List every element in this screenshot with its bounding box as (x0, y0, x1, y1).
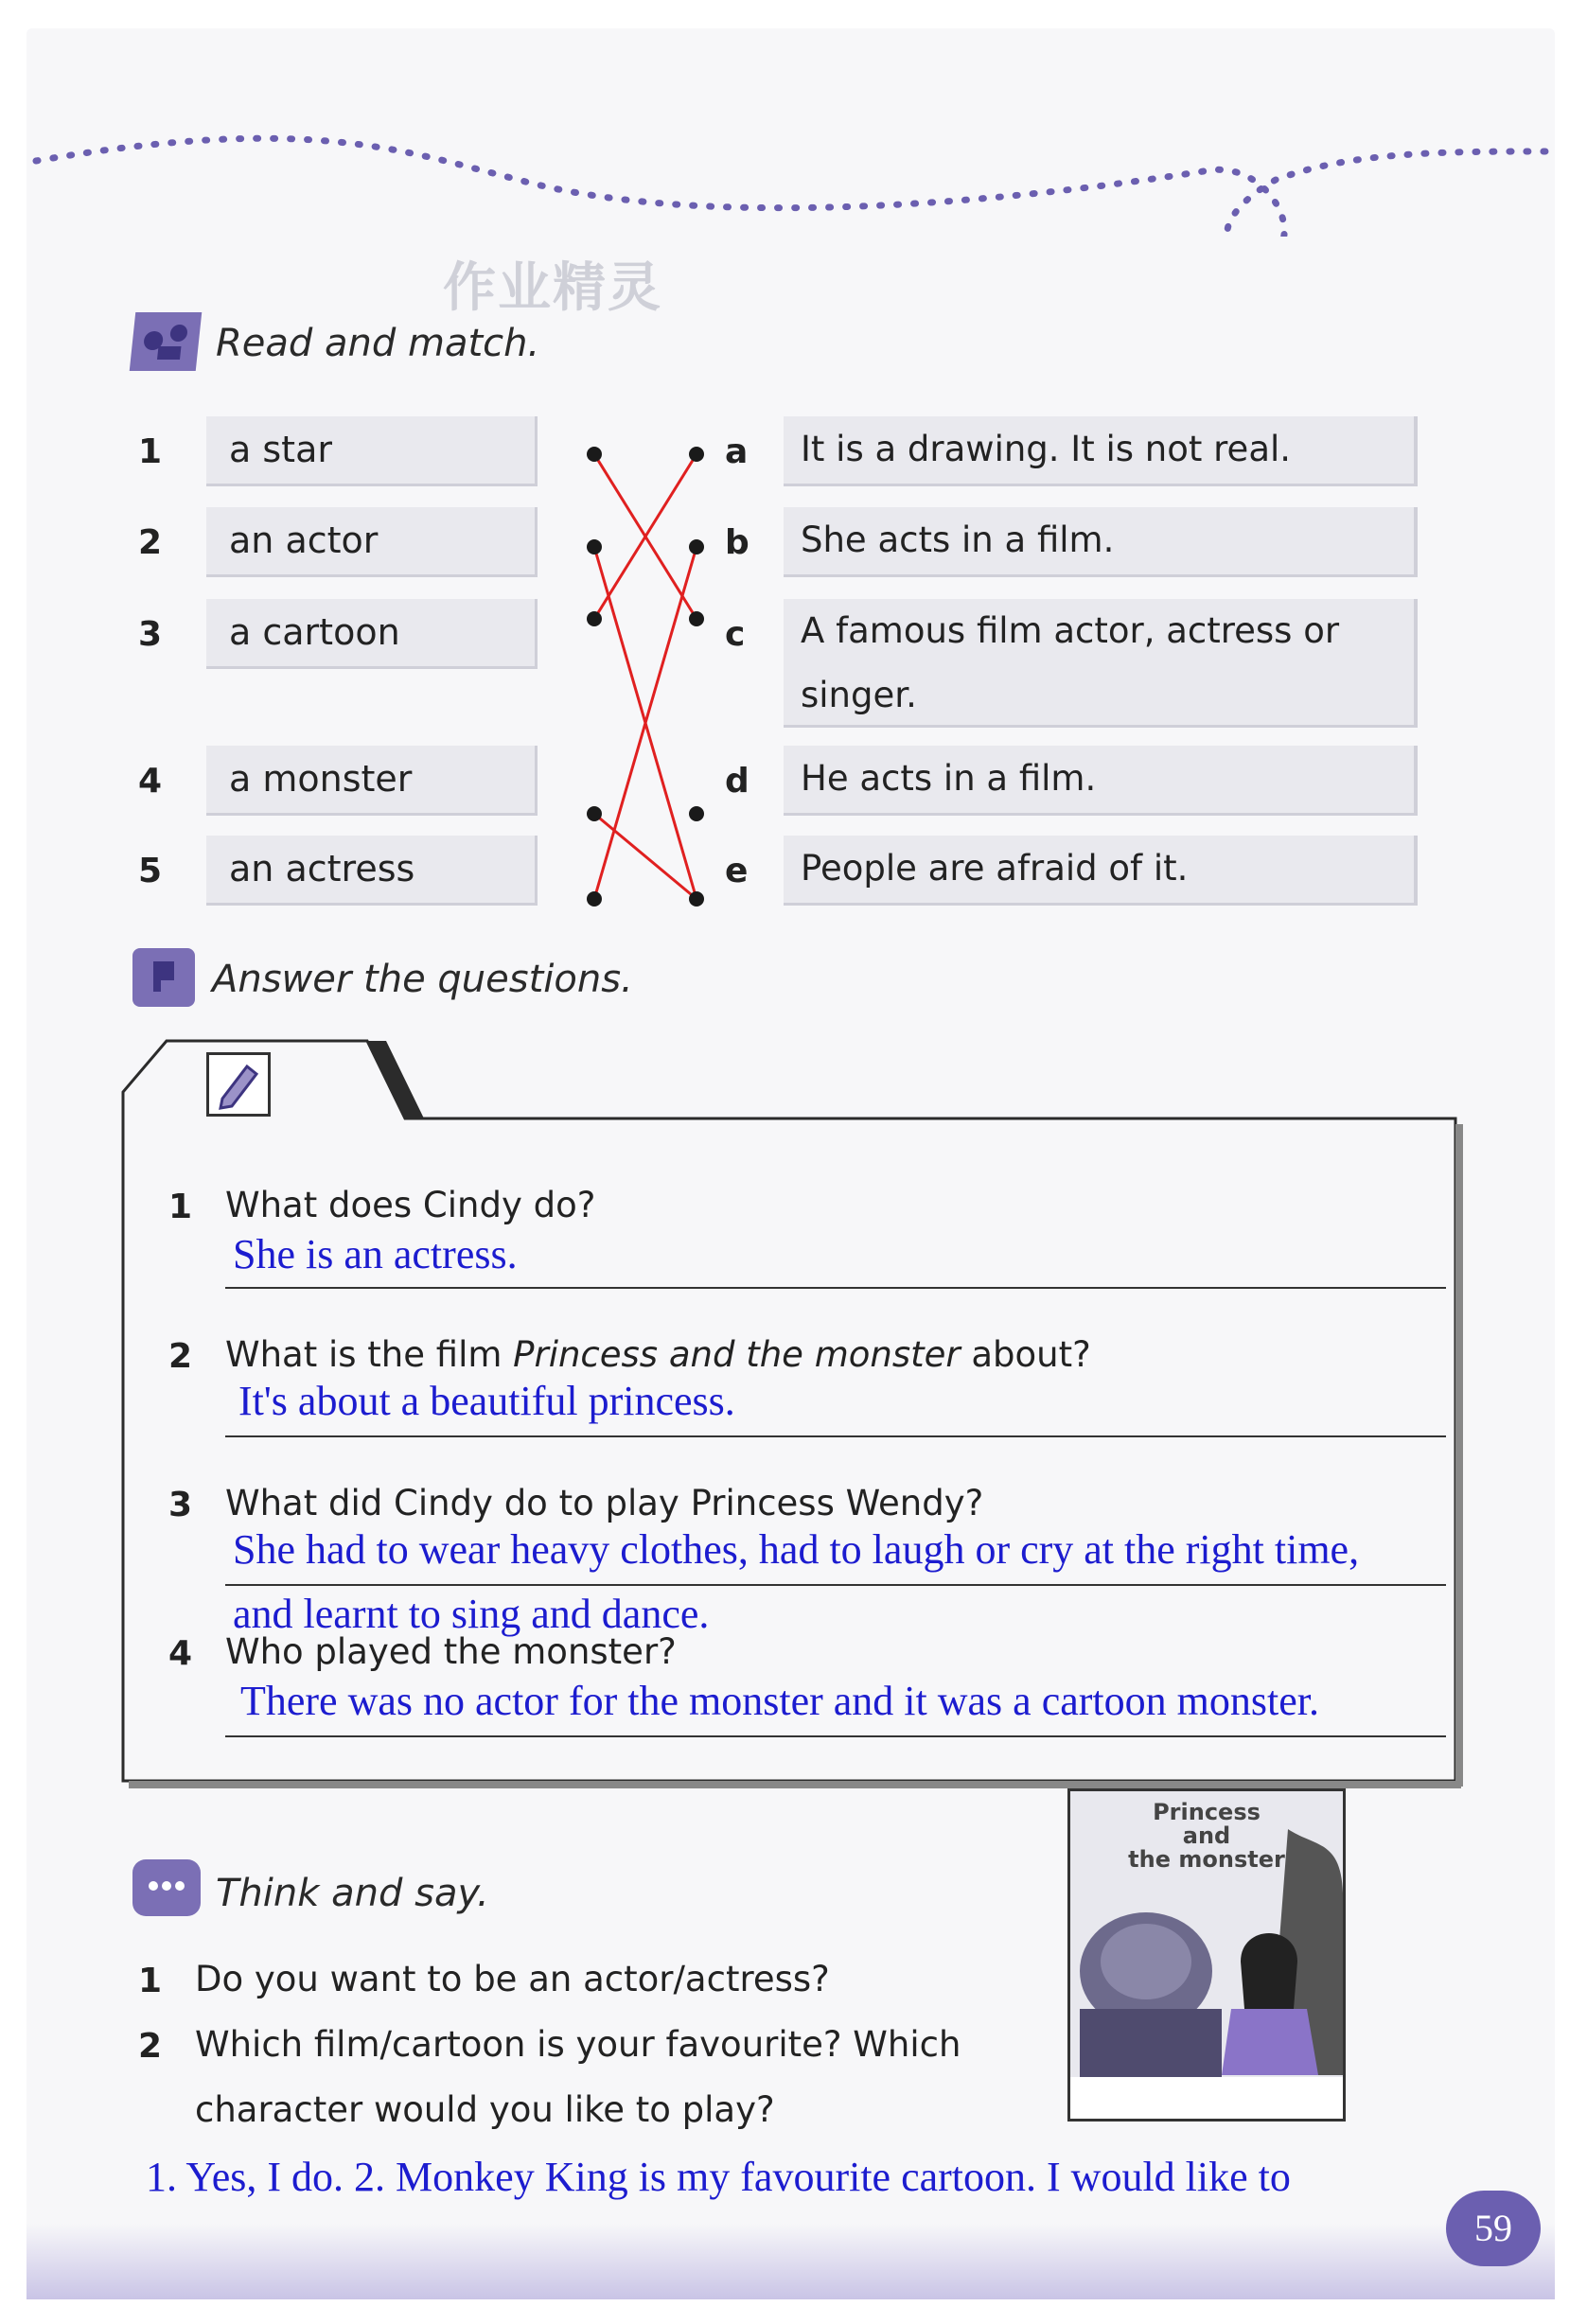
handwritten-answer: 1. Yes, I do. 2. Monkey King is my favourite cartoon. I would like to (146, 2154, 1291, 2200)
question-text: What is the film Princess and the monster about? (225, 1334, 1091, 1375)
question-text: Who played the monster? (225, 1631, 677, 1672)
section-title-read-match: Read and match. (216, 322, 540, 365)
question-number: 1 (168, 1188, 193, 1226)
word-box: an actor (206, 507, 538, 577)
item-number: 3 (138, 615, 163, 654)
handwritten-answer: There was no actor for the monster and it was a cartoon monster. (240, 1678, 1319, 1724)
poster-title: Princess and the monster (1128, 1799, 1285, 1873)
item-number: 2 (138, 523, 163, 562)
section-title-answer-questions: Answer the questions. (212, 958, 633, 1001)
word-box: a monster (206, 746, 538, 816)
right-dot (689, 806, 704, 821)
definition-box: He acts in a film. (784, 746, 1418, 816)
question-number: 1 (138, 1962, 163, 2000)
question-text: character would you like to play? (195, 2089, 775, 2130)
question-text: Which film/cartoon is your favourite? Which (195, 2024, 961, 2065)
right-dot (689, 447, 704, 462)
handwritten-answer: and learnt to sing and dance. (233, 1591, 710, 1637)
question-text: What does Cindy do? (225, 1185, 596, 1225)
answer-line (225, 1584, 1446, 1586)
def-letter: b (725, 523, 749, 562)
question-text: Do you want to be an actor/actress? (195, 1959, 830, 1999)
definition-box: It is a drawing. It is not real. (784, 416, 1418, 486)
answer-line (225, 1287, 1446, 1289)
left-dot (587, 806, 602, 821)
right-dot (689, 539, 704, 555)
question-bubble-icon (132, 948, 195, 1007)
matching-lines (556, 426, 765, 918)
left-dot (587, 891, 602, 907)
pencil-icon (206, 1052, 271, 1117)
def-letter: a (725, 432, 749, 471)
question-text: What did Cindy do to play Princess Wendy? (225, 1483, 984, 1523)
item-number: 1 (138, 432, 163, 471)
question-number: 2 (138, 2027, 163, 2066)
poster-image (1067, 1788, 1346, 2122)
puzzle-icon (130, 312, 203, 371)
workbook-page (26, 28, 1555, 2299)
question-number: 3 (168, 1486, 193, 1524)
def-letter: d (725, 762, 749, 801)
item-number: 5 (138, 852, 163, 890)
question-number: 2 (168, 1337, 193, 1376)
page-number: 59 (1446, 2191, 1541, 2266)
speech-bubble-icon (132, 1859, 201, 1916)
answer-line (225, 1435, 1446, 1437)
word-box: a star (206, 416, 538, 486)
right-dot (689, 611, 704, 626)
handwritten-answer: She had to wear heavy clothes, had to laugh or cry at the right time, (233, 1526, 1360, 1573)
left-dot (587, 611, 602, 626)
word-box: an actress (206, 836, 538, 906)
left-dot (587, 447, 602, 462)
left-dot (587, 539, 602, 555)
section-title-think-say: Think and say. (216, 1872, 489, 1915)
definition-box: People are afraid of it. (784, 836, 1418, 906)
handwritten-answer: She is an actress. (233, 1231, 518, 1277)
dotted-wave-decoration (26, 114, 1555, 237)
handwritten-answer: It's about a beautiful princess. (238, 1378, 735, 1424)
footer-band (26, 2224, 1555, 2299)
definition-box: A famous film actor, actress or singer. (784, 599, 1418, 728)
match-line-4-d (594, 814, 697, 899)
item-number: 4 (138, 762, 163, 801)
word-box: a cartoon (206, 599, 538, 669)
definition-box: She acts in a film. (784, 507, 1418, 577)
def-letter: e (725, 852, 749, 890)
watermark: 作业精灵 (443, 257, 662, 319)
right-dot (689, 891, 704, 907)
def-letter: c (725, 615, 746, 654)
answer-line (225, 1735, 1446, 1737)
question-number: 4 (168, 1634, 193, 1673)
